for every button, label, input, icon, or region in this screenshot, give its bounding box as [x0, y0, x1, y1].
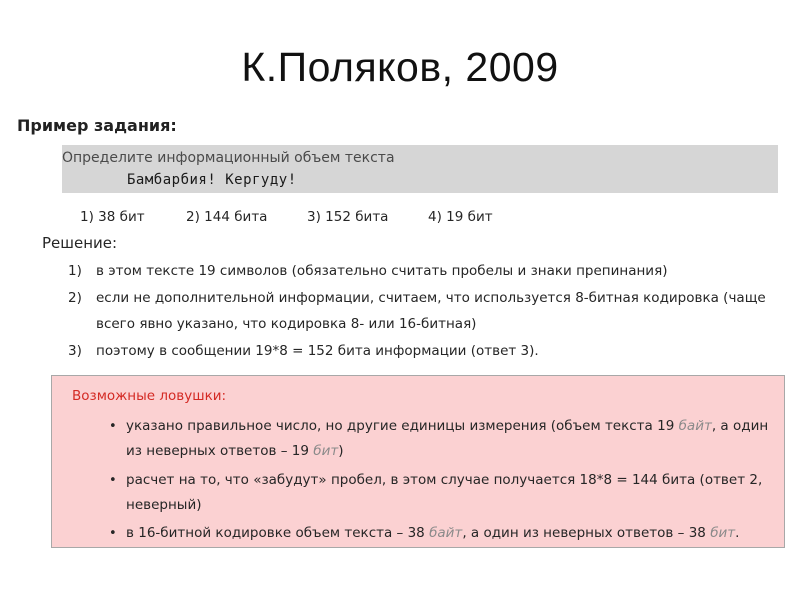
answer-option-3 — [307, 209, 388, 225]
trap-text: ) — [338, 443, 344, 459]
answer-text: 38 бит — [98, 209, 145, 225]
trap-text: в 16-битной кодировке объем текста – 38 — [126, 525, 430, 541]
trap-text: , а один — [711, 418, 769, 434]
bullet-icon: • — [109, 419, 117, 434]
trap-text: , а один из неверных ответов – 38 — [462, 525, 711, 541]
answer-option-2 — [186, 209, 267, 225]
trap-item-2-line-1: расчет на то, что «забудут» пробел, в этом случае получается 18*8 = 144 бита (ответ 2, — [126, 472, 763, 488]
unit-word: бит — [710, 525, 736, 541]
unit-word: байт — [678, 418, 712, 434]
answer-number: 2) — [186, 209, 200, 225]
answer-text: 19 бит — [446, 209, 493, 225]
answer-option-4 — [428, 209, 493, 225]
trap-item-1-line-2 — [126, 443, 344, 459]
example-heading: Пример задания: — [17, 116, 177, 135]
answer-number: 3) — [307, 209, 321, 225]
trap-item-1-line-1 — [126, 418, 768, 434]
slide-title: К.Поляков, 2009 — [241, 44, 559, 90]
unit-word: байт — [429, 525, 463, 541]
bullet-icon: • — [109, 526, 117, 541]
step-number: 2) — [68, 290, 82, 306]
answer-text: 152 бита — [325, 209, 389, 225]
traps-heading: Возможные ловушки: — [72, 388, 227, 404]
step-text: если не дополнительной информации, считаем, что используется 8-битная кодировка (чаще — [96, 290, 766, 306]
step-text: всего явно указано, что кодировка 8- или 16-битная) — [96, 316, 477, 332]
task-question: Определите информационный объем текста — [62, 150, 395, 166]
trap-text: указано правильное число, но другие единицы измерения (объем текста 19 — [126, 418, 679, 434]
trap-item-3 — [126, 525, 739, 541]
traps-box — [51, 375, 785, 548]
answer-number: 4) — [428, 209, 442, 225]
step-text: в этом тексте 19 символов (обязательно считать пробелы и знаки препинания) — [96, 263, 668, 279]
task-phrase: Бамбарбия! Кергуду! — [127, 172, 297, 188]
answer-text: 144 бита — [204, 209, 268, 225]
step-text: поэтому в сообщении 19*8 = 152 бита информации (ответ 3). — [96, 343, 539, 359]
trap-text: . — [735, 525, 740, 541]
unit-word: бит — [313, 443, 339, 459]
task-box — [62, 145, 778, 193]
bullet-icon: • — [109, 473, 117, 488]
trap-item-2-line-2: неверный) — [126, 497, 202, 513]
answer-number: 1) — [80, 209, 94, 225]
trap-text: из неверных ответов – 19 — [126, 443, 314, 459]
answer-option-1 — [80, 209, 145, 225]
solution-heading: Решение: — [42, 234, 118, 252]
step-number: 3) — [68, 343, 82, 359]
step-number: 1) — [68, 263, 82, 279]
